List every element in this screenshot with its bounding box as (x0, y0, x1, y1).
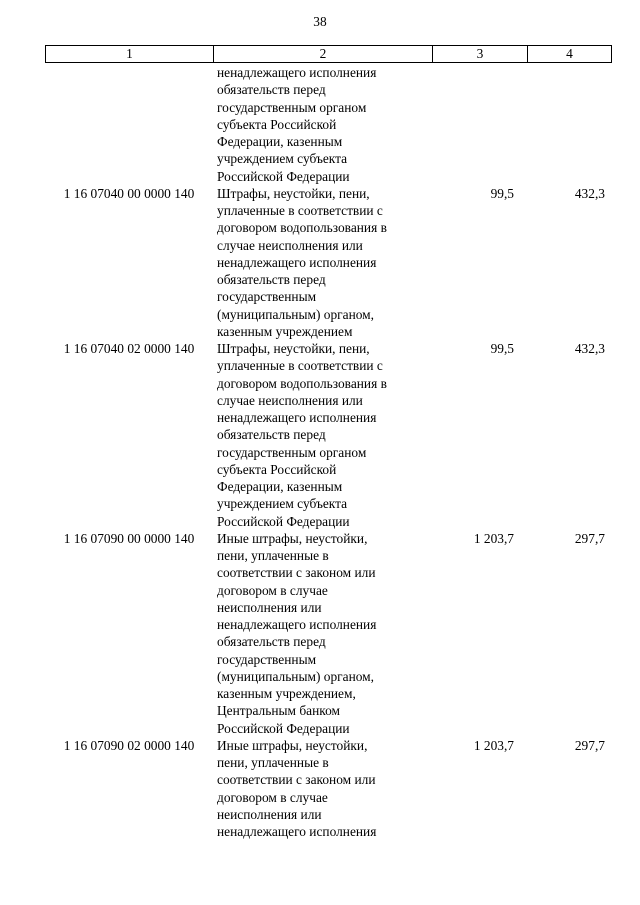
description-line: пени, уплаченные в (217, 755, 329, 770)
description-line: государственным органом (217, 99, 367, 115)
description (213, 530, 432, 737)
description-line: Федерации, казенным (217, 479, 343, 494)
page-number: 38 (313, 14, 327, 29)
description-line: уплаченные в соответствии с (217, 358, 383, 374)
table-row (45, 737, 611, 841)
table-row (45, 530, 611, 737)
table-row (45, 340, 611, 530)
description-line: договором в случае (217, 582, 328, 598)
description-line: Штрафы, неустойки, пени, (217, 185, 370, 201)
description-line: обязательств перед (217, 82, 326, 98)
description-line: Штрафы, неустойки, пени, (217, 341, 370, 356)
value-col-4: 432,3 (574, 185, 605, 201)
value-col-4: 297,7 (574, 530, 605, 546)
description-line: казенным учреждением, (217, 686, 356, 701)
description-line: обязательств перед (217, 634, 326, 650)
description-line: Федерации, казенным (217, 134, 343, 149)
description-line: обязательств перед (217, 427, 326, 443)
income-code: 1 16 07040 02 0000 140 (63, 341, 195, 356)
description-line: государственным (217, 289, 317, 305)
description-line: пени, уплаченные в (217, 548, 329, 563)
value-col-3: 99,5 (490, 185, 514, 201)
description-line: ненадлежащего исполнения (217, 254, 377, 270)
description-line: (муниципальным) органом, (217, 668, 375, 684)
income-code: 1 16 07040 00 0000 140 (63, 185, 195, 201)
description-line: Центральным банком (217, 703, 340, 719)
description-line: субъекта Российской (217, 461, 337, 477)
description-line: ненадлежащего исполнения (217, 617, 377, 632)
value-col-4: 432,3 (574, 341, 605, 356)
description-line: соответствии с законом или (217, 565, 376, 581)
description-line: неисполнения или (217, 806, 322, 822)
description-line: Иные штрафы, неустойки, (217, 737, 368, 753)
description-line: договором водопользования в (217, 220, 387, 236)
description (213, 737, 432, 841)
description-line: государственным (217, 651, 317, 667)
description-line: Иные штрафы, неустойки, (217, 530, 368, 546)
value-col-3: 99,5 (490, 341, 514, 356)
description-line: уплаченные в соответствии с (217, 203, 383, 218)
description (213, 340, 432, 530)
description-line: случае неисполнения или (217, 237, 363, 253)
income-code: 1 16 07090 00 0000 140 (63, 530, 195, 546)
description-line: ненадлежащего исполнения (217, 824, 377, 839)
value-col-4 (527, 64, 611, 185)
description-line: договором водопользования в (217, 375, 387, 391)
description-line: ненадлежащего исполнения (217, 65, 377, 80)
value-col-3: 1 203,7 (473, 737, 514, 753)
description-line: Российской Федерации (217, 168, 350, 184)
description-line: случае неисполнения или (217, 392, 363, 408)
description-line: учреждением субъекта (217, 496, 348, 512)
description-line: государственным органом (217, 444, 367, 460)
description (213, 185, 432, 340)
header-col-3: 3 (433, 46, 528, 63)
description-line: учреждением субъекта (217, 151, 348, 167)
description-line: неисполнения или (217, 599, 322, 615)
income-code: 1 16 07090 02 0000 140 (63, 737, 195, 753)
header-col-4: 4 (528, 46, 612, 63)
value-col-4: 297,7 (574, 737, 605, 753)
description-line: соответствии с законом или (217, 772, 376, 788)
description-line: (муниципальным) органом, (217, 306, 375, 322)
value-col-3 (432, 64, 527, 185)
description-line: обязательств перед (217, 272, 326, 287)
table-row (45, 185, 611, 340)
description-line: субъекта Российской (217, 116, 337, 132)
description (213, 64, 432, 185)
table-header (45, 45, 612, 63)
header-col-2: 2 (214, 46, 433, 63)
description-line: ненадлежащего исполнения (217, 410, 377, 425)
description-line: договором в случае (217, 789, 328, 805)
table-row (45, 64, 611, 185)
description-line: казенным учреждением (217, 323, 353, 339)
header-col-1: 1 (46, 46, 214, 63)
income-code (45, 64, 213, 185)
value-col-3: 1 203,7 (473, 530, 514, 546)
table-body (45, 64, 611, 840)
description-line: Российской Федерации (217, 513, 350, 529)
description-line: Российской Федерации (217, 720, 350, 736)
